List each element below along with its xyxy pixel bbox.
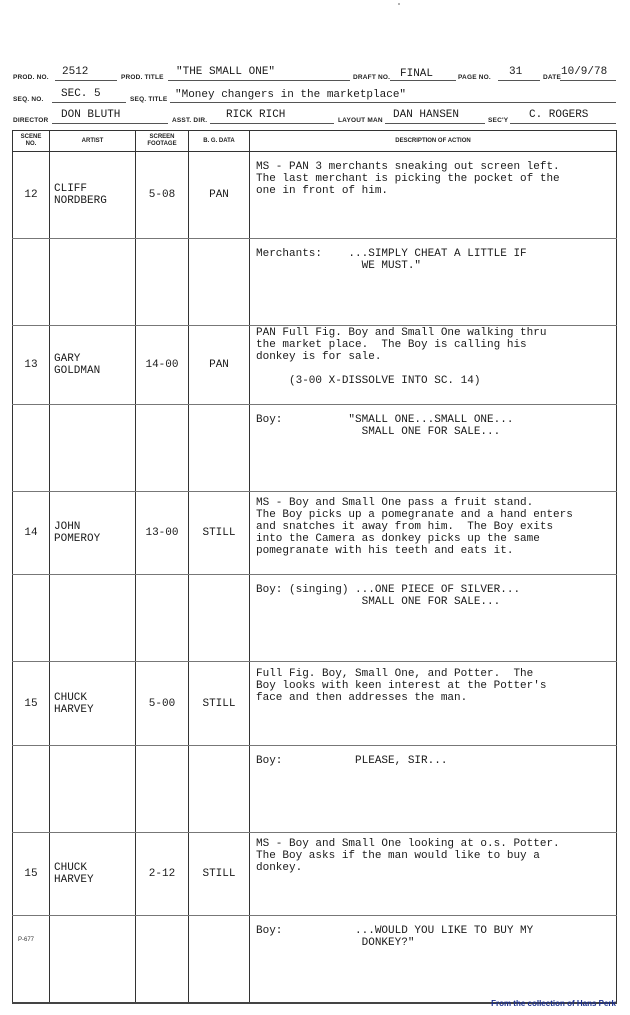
- action-description: MS - Boy and Small One looking at o.s. Potter. The Boy asks if the man would like to buy a donkey.: [250, 833, 617, 916]
- draft-no-line: [390, 80, 456, 81]
- artist-name: JOHN POMEROY: [50, 492, 136, 575]
- dialogue-row: [13, 916, 617, 1004]
- dialogue-text: Boy: PLEASE, SIR...: [250, 746, 617, 833]
- table-row: [13, 492, 617, 575]
- dialogue-row: [13, 746, 617, 833]
- date-value: 10/9/78: [561, 66, 608, 78]
- dialogue-text: Boy: (singing) ...ONE PIECE OF SILVER... SMALL ONE FOR SALE...: [250, 575, 617, 662]
- seq-no-value: SEC. 5: [61, 88, 101, 100]
- form-number: P-677: [18, 937, 35, 943]
- director-value: DON BLUTH: [61, 109, 121, 121]
- draft-no-label: DRAFT NO.: [353, 74, 391, 81]
- table-row: [13, 833, 617, 916]
- asst-dir-line: [210, 123, 334, 124]
- scene-number: 14: [13, 492, 50, 575]
- secy-value: C. ROGERS: [529, 109, 589, 121]
- artist-name: GARY GOLDMAN: [50, 326, 136, 405]
- prod-title-value: "THE SMALL ONE": [176, 66, 276, 78]
- action-description: Full Fig. Boy, Small One, and Potter. The Boy looks with keen interest at the Potter's face and then addresses the man.: [250, 662, 617, 746]
- prod-title-label: PROD. TITLE: [121, 74, 164, 81]
- director-line: [52, 123, 168, 124]
- paper-speck: [398, 3, 400, 5]
- seq-title-value: "Money changers in the marketplace": [175, 89, 407, 101]
- asst-dir-value: RICK RICH: [226, 109, 286, 121]
- seq-title-line: [170, 102, 616, 103]
- asst-dir-label: ASST. DIR.: [172, 117, 208, 124]
- scene-no-header: SCENE NO.: [13, 131, 50, 152]
- table-row: [13, 152, 617, 239]
- screen-footage-header: SCREEN FOOTAGE: [136, 131, 189, 152]
- bg-data: STILL: [189, 662, 250, 746]
- dialogue-row: [13, 239, 617, 326]
- date-line: [560, 80, 616, 81]
- dialogue-row: [13, 575, 617, 662]
- prod-no-label: PROD. NO.: [13, 74, 49, 81]
- scene-number: 13: [13, 326, 50, 405]
- seq-title-label: SEQ. TITLE: [130, 96, 168, 103]
- dialogue-text: Boy: ...WOULD YOU LIKE TO BUY MY DONKEY?": [250, 916, 617, 1004]
- table-header-row: [13, 131, 617, 152]
- bg-data: PAN: [189, 152, 250, 239]
- action-description: MS - Boy and Small One pass a fruit stand. The Boy picks up a pomegranate and a hand enters and snatches it away from him. The Boy exits into the Camera as donkey picks up the same pomegranate with his teeth and eats it.: [250, 492, 617, 575]
- director-label: DIRECTOR: [13, 117, 49, 124]
- artist-name: CHUCK HARVEY: [50, 662, 136, 746]
- page-no-label: PAGE NO.: [458, 74, 491, 81]
- scene-number: 15: [13, 833, 50, 916]
- screen-footage: 5-08: [136, 152, 189, 239]
- layout-man-value: DAN HANSEN: [393, 109, 460, 121]
- action-description: PAN Full Fig. Boy and Small One walking thru the market place. The Boy is calling his donkey is for sale. (3-00 X-DISSOLVE INTO SC. 14): [250, 326, 617, 405]
- layout-man-line: [385, 123, 485, 124]
- prod-no-value: 2512: [62, 66, 89, 78]
- seq-no-label: SEQ. NO.: [13, 96, 44, 103]
- prod-title-line: [168, 80, 350, 81]
- table-row: [13, 662, 617, 746]
- action-table: [12, 130, 617, 1004]
- seq-no-line: [52, 102, 126, 103]
- layout-man-label: LAYOUT MAN: [338, 117, 383, 124]
- dialogue-text: Merchants: ...SIMPLY CHEAT A LITTLE IF WE MUST.": [250, 239, 617, 326]
- screen-footage: 14-00: [136, 326, 189, 405]
- artist-header: ARTIST: [50, 131, 136, 152]
- table-row: [13, 326, 617, 405]
- dialogue-row: [13, 405, 617, 492]
- dialogue-text: Boy: "SMALL ONE...SMALL ONE... SMALL ONE FOR SALE...: [250, 405, 617, 492]
- screen-footage: 13-00: [136, 492, 189, 575]
- bg-data: STILL: [189, 833, 250, 916]
- draft-no-value: FINAL: [400, 68, 434, 80]
- bg-data: PAN: [189, 326, 250, 405]
- screen-footage: 5-00: [136, 662, 189, 746]
- secy-line: [510, 123, 616, 124]
- description-header: DESCRIPTION OF ACTION: [250, 131, 617, 152]
- scene-number: 12: [13, 152, 50, 239]
- bg-data-header: B. G. DATA: [189, 131, 250, 152]
- bg-data: STILL: [189, 492, 250, 575]
- secy-label: SEC'Y: [488, 117, 509, 124]
- artist-name: CLIFF NORDBERG: [50, 152, 136, 239]
- page-no-value: 31: [509, 66, 523, 78]
- prod-no-line: [55, 80, 117, 81]
- artist-name: CHUCK HARVEY: [50, 833, 136, 916]
- scene-number: 15: [13, 662, 50, 746]
- collection-credit: From the collection of Hans Perk: [491, 999, 616, 1008]
- page-no-line: [498, 80, 540, 81]
- action-description: MS - PAN 3 merchants sneaking out screen left. The last merchant is picking the pocket of the one in front of him.: [250, 152, 617, 239]
- screen-footage: 2-12: [136, 833, 189, 916]
- date-label: DATE: [543, 74, 562, 81]
